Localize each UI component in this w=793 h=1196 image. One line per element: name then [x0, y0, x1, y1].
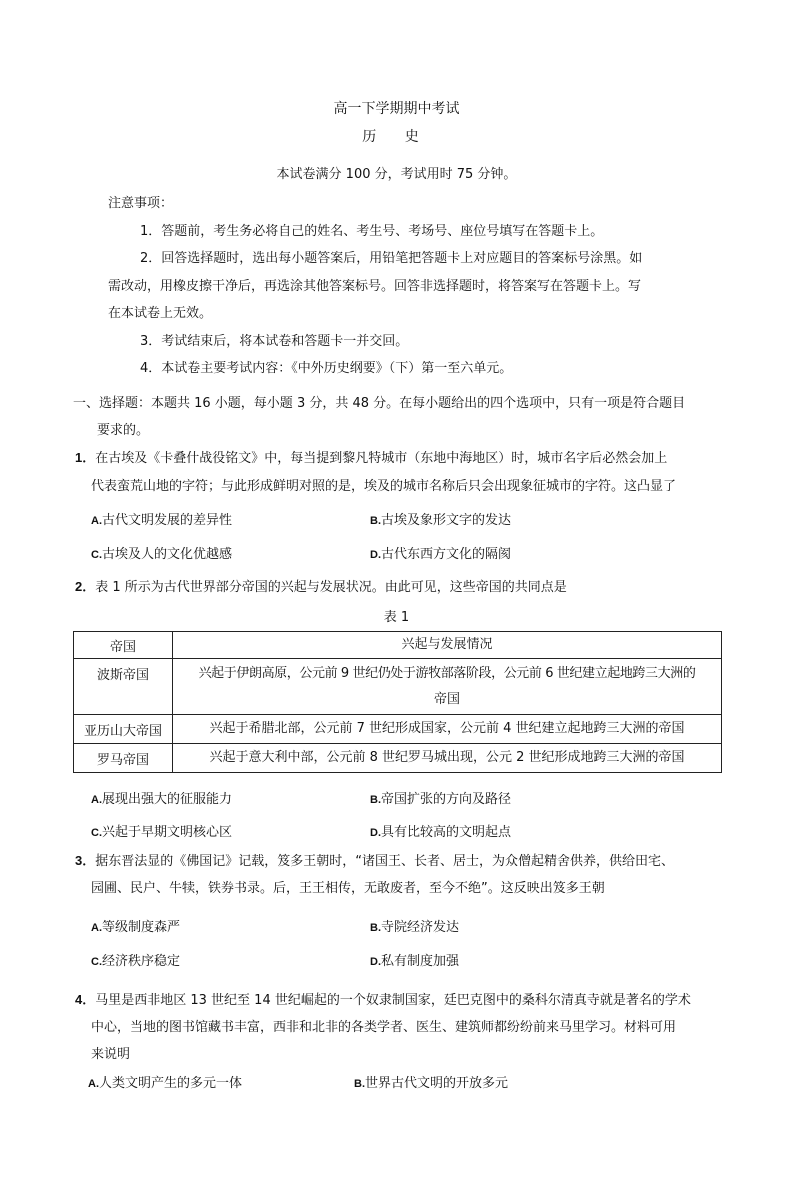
question-text: 表 1 所示为古代世界部分帝国的兴起与发展状况。由此可见，这些帝国的共同点是 — [95, 580, 567, 595]
option-d[interactable]: D.私有制度加强 — [370, 954, 460, 969]
option-b[interactable]: B.寺院经济发达 — [370, 920, 460, 935]
option-a[interactable]: A.古代文明发展的差异性 — [91, 513, 233, 528]
table-cell-empire: 波斯帝国 — [74, 659, 173, 715]
question-1-line-2: 代表蛮荒山地的字符；与此形成鲜明对照的是，埃及的城市名称后只会出现象征城市的字符。这凸显了 — [91, 479, 677, 494]
table-cell-description: 兴起于伊朗高原，公元前 9 世纪仍处于游牧部落阶段，公元前 6 世纪建立起地跨三大洲的 帝国 — [173, 659, 722, 715]
table-header-row — [74, 632, 722, 659]
table-row — [74, 659, 722, 715]
table-cell-empire: 罗马帝国 — [74, 744, 173, 773]
notes-heading: 注意事项： — [108, 196, 174, 211]
question-text: 据东晋法显的《佛国记》记载，笈多王朝时，“诸国王、长者、居士，为众僧起精舍供养，供给田宅、 — [95, 854, 674, 869]
question-number: 2． — [75, 579, 96, 594]
question-number: 1． — [75, 450, 96, 465]
score-line: 本试卷满分 100 分，考试用时 75 分钟。 — [276, 167, 517, 182]
option-d[interactable]: D.古代东西方文化的隔阂 — [370, 547, 512, 562]
note-item-2-end: 在本试卷上无效。 — [108, 306, 213, 321]
option-b[interactable]: B.帝国扩张的方向及路径 — [370, 792, 512, 807]
table-cell-description: 兴起于意大利中部，公元前 8 世纪罗马城出现，公元 2 世纪形成地跨三大洲的帝国 — [173, 744, 722, 773]
note-item-2: 2．回答选择题时，选出每小题答案后，用铅笔把答题卡上对应题目的答案标号涂黑。如 — [140, 251, 643, 266]
question-4-line-3: 来说明 — [91, 1047, 131, 1062]
option-c[interactable]: C.经济秩序稳定 — [91, 954, 181, 969]
section-heading-cont: 要求的。 — [97, 423, 150, 438]
question-number: 3． — [75, 853, 96, 868]
table-caption: 表 1 — [383, 610, 410, 625]
empire-table — [73, 631, 722, 773]
table-row — [74, 744, 722, 773]
question-text: 马里是西非地区 13 世纪至 14 世纪崛起的一个奴隶制国家，廷巴克图中的桑科尔清真寺就是著名的学术 — [95, 993, 691, 1008]
question-2 — [75, 576, 567, 595]
table-cell-empire: 亚历山大帝国 — [74, 715, 173, 744]
section-heading: 一、选择题：本题共 16 小题，每小题 3 分，共 48 分。在每小题给出的四个选项中，只有一项是符合题目 — [73, 396, 686, 411]
note-item-2-cont: 需改动，用橡皮擦干净后，再选涂其他答案标号。回答非选择题时，将答案写在答题卡上。写 — [108, 279, 642, 294]
question-4-line-2: 中心，当地的图书馆藏书丰富，西非和北非的各类学者、医生、建筑师都纷纷前来马里学习。材料可用 — [91, 1020, 677, 1035]
option-a[interactable]: A.展现出强大的征服能力 — [91, 792, 233, 807]
option-a[interactable]: A.等级制度森严 — [91, 920, 181, 935]
table-header-development: 兴起与发展情况 — [173, 632, 722, 659]
question-3 — [75, 850, 674, 869]
question-text: 在古埃及《卡叠什战役铭文》中，每当提到黎凡特城市（东地中海地区）时，城市名字后必然会加上 — [95, 451, 668, 466]
table-cell-description: 兴起于希腊北部，公元前 7 世纪形成国家，公元前 4 世纪建立起地跨三大洲的帝国 — [173, 715, 722, 744]
table-header-empire: 帝国 — [74, 632, 173, 659]
option-d[interactable]: D.具有比较高的文明起点 — [370, 825, 512, 840]
option-a[interactable]: A.人类文明产生的多元一体 — [88, 1076, 243, 1091]
option-b[interactable]: B.世界古代文明的开放多元 — [354, 1076, 509, 1091]
question-number: 4． — [75, 992, 96, 1007]
option-b[interactable]: B.古埃及象形文字的发达 — [370, 513, 512, 528]
note-item-1: 1．答题前，考生务必将自己的姓名、考生号、考场号、座位号填写在答题卡上。 — [140, 224, 604, 239]
option-c[interactable]: C.兴起于早期文明核心区 — [91, 825, 233, 840]
subject-title: 历 史 — [362, 129, 431, 145]
question-3-line-2: 园圃、民户、牛犊，铁券书录。后，王王相传，无敢废者，至今不绝”。这反映出笈多王朝 — [91, 881, 605, 896]
question-1 — [75, 447, 667, 466]
note-item-4: 4．本试卷主要考试内容：《中外历史纲要》（下）第一至六单元。 — [140, 361, 513, 376]
table-row — [74, 715, 722, 744]
option-c[interactable]: C.古埃及人的文化优越感 — [91, 547, 233, 562]
note-item-3: 3．考试结束后，将本试卷和答题卡一并交回。 — [140, 334, 409, 349]
question-4 — [75, 989, 691, 1008]
exam-title: 高一下学期期中考试 — [333, 101, 460, 117]
